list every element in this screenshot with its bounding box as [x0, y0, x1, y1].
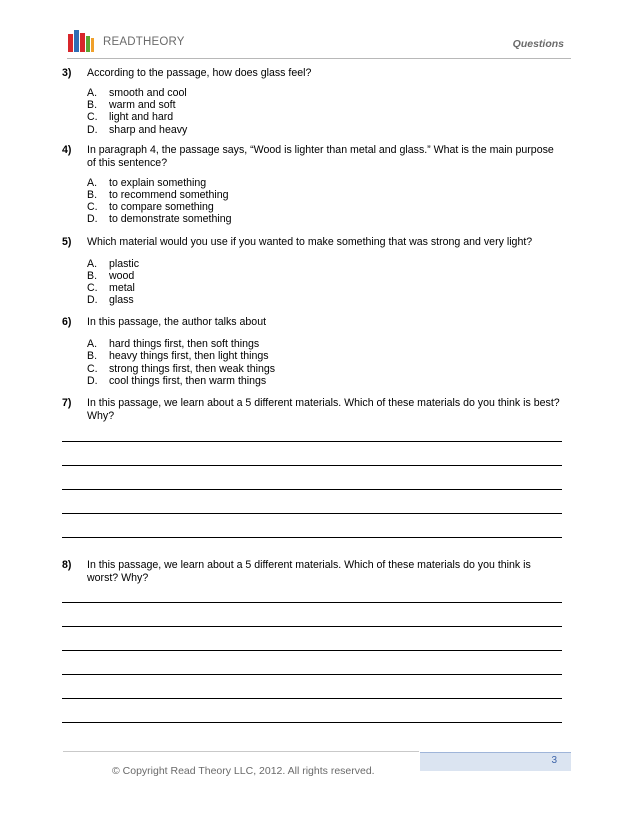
option-letter: C. [87, 362, 98, 375]
option-d [87, 294, 564, 306]
question-text: In this passage, we learn about a 5 different materials. Which of these materials do you think is worst? Why? [87, 559, 531, 584]
option-a [87, 87, 564, 99]
question-number: 4) [62, 143, 72, 156]
option-text: warm and soft [109, 99, 176, 112]
page-number: 3 [551, 755, 557, 766]
option-letter: C. [87, 281, 98, 294]
option-c [87, 282, 564, 294]
answer-line[interactable] [62, 465, 562, 466]
question-number: 3) [62, 67, 72, 79]
option-text: heavy things first, then light things [109, 350, 269, 363]
answer-lines-q8 [62, 602, 564, 723]
option-b [87, 350, 564, 362]
option-a [87, 338, 564, 350]
question-text: Which material would you use if you wanted to make something that was strong and very light? [87, 235, 533, 248]
answer-line[interactable] [62, 722, 562, 723]
brand-name: READTHEORY [103, 36, 185, 48]
copyright-text: © Copyright Read Theory LLC, 2012. All rights reserved. [112, 765, 375, 777]
answer-line[interactable] [62, 674, 562, 675]
option-letter: B. [87, 350, 98, 363]
answer-line[interactable] [62, 537, 562, 538]
question-number: 7) [62, 397, 72, 409]
books-logo-icon [68, 30, 94, 52]
questions-content [62, 67, 564, 723]
answer-options [87, 338, 564, 387]
option-text: to explain something [109, 176, 207, 189]
option-letter: D. [87, 374, 98, 387]
answer-options [87, 177, 564, 226]
answer-line[interactable] [62, 513, 562, 514]
question-text: In this passage, we learn about a 5 different materials. Which of these materials do you think is best? Why? [87, 397, 560, 422]
option-letter: B. [87, 188, 98, 201]
option-text: wood [109, 269, 135, 282]
question-5 [62, 236, 564, 307]
option-a [87, 258, 564, 270]
option-b [87, 270, 564, 282]
option-letter: A. [87, 87, 98, 99]
option-letter: C. [87, 111, 98, 124]
option-c [87, 111, 564, 123]
option-text: smooth and cool [109, 87, 187, 99]
header-divider [67, 58, 571, 59]
question-text: In this passage, the author talks about [87, 316, 267, 329]
option-letter: B. [87, 269, 98, 282]
answer-line[interactable] [62, 489, 562, 490]
option-text: to compare something [109, 201, 214, 214]
option-letter: D. [87, 294, 98, 307]
option-letter: D. [87, 123, 98, 136]
question-number: 5) [62, 235, 72, 248]
option-text: plastic [109, 257, 140, 270]
answer-lines-q7 [62, 441, 564, 538]
option-letter: C. [87, 201, 98, 214]
answer-line[interactable] [62, 650, 562, 651]
page-footer [0, 745, 638, 826]
option-text: hard things first, then soft things [109, 338, 260, 351]
option-text: light and hard [109, 111, 174, 124]
option-text: metal [109, 281, 135, 294]
answer-line[interactable] [62, 626, 562, 627]
question-6 [62, 316, 564, 387]
option-d [87, 213, 564, 225]
option-letter: A. [87, 176, 98, 189]
answer-line[interactable] [62, 698, 562, 699]
question-4 [62, 144, 564, 226]
answer-options [87, 87, 564, 136]
question-8 [62, 559, 564, 585]
page-header [0, 0, 638, 60]
option-text: to recommend something [109, 188, 229, 201]
option-d [87, 375, 564, 387]
question-number: 6) [62, 316, 72, 329]
option-letter: A. [87, 338, 98, 351]
answer-line[interactable] [62, 441, 562, 442]
option-b [87, 189, 564, 201]
option-c [87, 363, 564, 375]
option-c [87, 201, 564, 213]
option-text: sharp and heavy [109, 123, 188, 136]
footer-divider [63, 751, 419, 752]
question-7 [62, 397, 564, 423]
option-d [87, 124, 564, 136]
option-text: glass [109, 294, 134, 307]
option-text: cool things first, then warm things [109, 374, 267, 387]
option-text: strong things first, then weak things [109, 362, 276, 375]
page-number-box [420, 752, 571, 771]
option-letter: B. [87, 99, 98, 112]
option-letter: A. [87, 257, 98, 270]
question-text: In paragraph 4, the passage says, “Wood is lighter than metal and glass.” What is the main purpose of this sentence? [87, 143, 554, 169]
question-3 [62, 67, 564, 136]
option-a [87, 177, 564, 189]
option-b [87, 99, 564, 111]
question-number: 8) [62, 559, 72, 571]
question-text: According to the passage, how does glass feel? [87, 67, 312, 79]
answer-line[interactable] [62, 602, 562, 603]
answer-options [87, 258, 564, 307]
section-title: Questions [512, 38, 564, 50]
option-text: to demonstrate something [109, 213, 232, 226]
option-letter: D. [87, 213, 98, 226]
